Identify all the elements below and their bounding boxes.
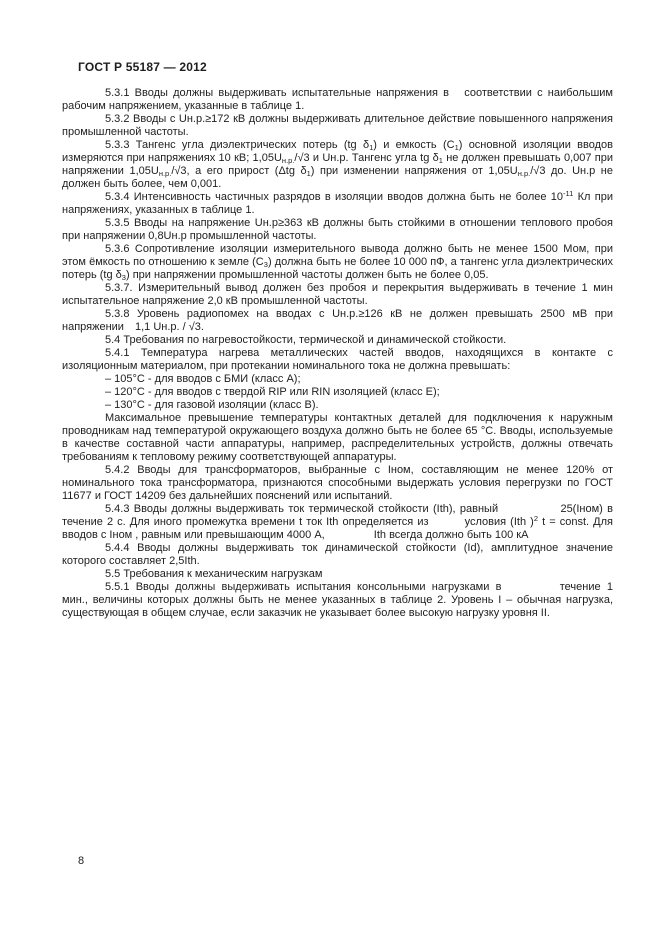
text-gap bbox=[502, 589, 554, 590]
page-number: 8 bbox=[78, 855, 85, 867]
text-run: условия (Ith ) bbox=[460, 516, 534, 528]
text-run: 5.5 Требования к механическим нагрузкам bbox=[105, 568, 323, 580]
paragraph bbox=[62, 87, 613, 113]
text-run: Ith всегда должно быть 100 кА bbox=[370, 529, 529, 541]
sup-text: -11 bbox=[563, 189, 574, 198]
sup-text: 2 bbox=[533, 514, 538, 523]
paragraph bbox=[62, 217, 613, 243]
text-run: – 130°С - для газовой изоляции (класс В). bbox=[105, 399, 319, 411]
sub-text: 1 bbox=[306, 169, 311, 178]
text-gap bbox=[124, 329, 132, 330]
text-gap bbox=[498, 511, 556, 512]
text-run: 5.3.6 Сопротивление изоляции измерительного вывода должно быть не менее 1500 Мом, при этом ёмкость по отношению к земле (С bbox=[62, 243, 613, 268]
sub-text: н.р. bbox=[158, 169, 172, 178]
sub-text: н.р. bbox=[281, 156, 295, 165]
text-run: 5.3.8 Уровень радиопомех на вводах с Uн.р.≥126 кВ не должен превышать 2500 мВ при напряжении bbox=[62, 308, 613, 333]
paragraph bbox=[62, 282, 613, 308]
text-run: 5.4.4 Вводы должны выдерживать ток динамической стойкости (Id), амплитудное значение которого составляет 2,5Ith. bbox=[62, 542, 613, 567]
paragraph bbox=[62, 113, 613, 139]
text-run: 5.3.3 Тангенс угла диэлектрических потерь (tg δ bbox=[105, 139, 370, 151]
text-run: 5.3.7. Измерительный вывод должен без пробоя и перекрытия выдерживать в течение 1 мин испытательное напряжение 2,0 кВ промышленной частоты. bbox=[62, 282, 613, 307]
text-run: Кл при напряжениях, указанных в таблице 1. bbox=[62, 191, 613, 216]
text-gap bbox=[449, 95, 459, 96]
text-run: 25(Iном) в течение 2 с. Для иного промежутка времени t ток Ith определяется из bbox=[62, 503, 613, 528]
text-run: 5.3.5 Вводы на напряжение Uн.р≥363 кВ должны быть стойкими в отношении теплового пробоя при напряжении 0,8Uн.р промышленной частоты. bbox=[62, 217, 613, 242]
text-run: – 105°С - для вводов с БМИ (класс А); bbox=[105, 373, 301, 385]
paragraph bbox=[62, 373, 613, 386]
text-run: – 120°С - для вводов с твердой RIP или RIN изоляцией (класс Е); bbox=[105, 386, 440, 398]
text-run: /√3 и U bbox=[294, 152, 331, 164]
text-run: Максимальное превышение температуры контактных деталей для подключения к наружным проводникам над температурой окружающего воздуха должно быть не более 65 °С. Вводы, используемые в качестве составной части аппаратуры, например, распределительных устройств, должны отвечать требованиям к тепловому режиму соответствующей аппаратуры. bbox=[62, 412, 613, 463]
paragraph bbox=[62, 334, 613, 347]
text-run: 5.4.2 Вводы для трансформаторов, выбранные с Iном, составляющим не менее 120% от номинального тока трансформатора, признаются способными выдержать условия перегрузки по ГОСТ 11677 и ГОСТ 14209 без дальнейших пояснений или испытаний. bbox=[62, 464, 613, 502]
paragraph bbox=[62, 139, 613, 191]
text-run: соответствии с наибольшим рабочим напряжением, указанные в таблице 1. bbox=[62, 87, 613, 112]
paragraph bbox=[62, 412, 613, 464]
paragraph bbox=[62, 568, 613, 581]
text-run: ) основной изоляции вводов измеряются при напряжениях 10 кВ; 1,05U bbox=[62, 139, 613, 164]
text-gap bbox=[325, 537, 371, 538]
sub-text: 1 bbox=[454, 143, 459, 152]
text-gap bbox=[429, 524, 461, 525]
document-body bbox=[62, 87, 613, 620]
paragraph bbox=[62, 464, 613, 503]
paragraph bbox=[62, 542, 613, 568]
text-run: ) при напряжении промышленной частоты должен быть не более 0,05. bbox=[125, 269, 489, 281]
text-run: t = const. Для вводов с Iном , равным или превышающим 4000 А, bbox=[62, 516, 613, 541]
text-run: не должен превышать 0,007 при напряжении 1,05U bbox=[62, 152, 613, 177]
text-run: /√3, а его прирост (Δtg δ bbox=[171, 165, 307, 177]
text-run: ) должна быть не более 10 000 пФ, а тангенс угла диэлектрических потерь (tg δ bbox=[62, 256, 613, 281]
text-run: 5.4 Требования по нагревостойкости, термической и динамической стойкости. bbox=[105, 334, 507, 346]
text-run: 5.3.4 Интенсивность частичных разрядов в изоляции вводов должна быть не более 10 bbox=[105, 191, 564, 203]
paragraph bbox=[62, 503, 613, 542]
paragraph bbox=[62, 347, 613, 373]
text-run: 5.4.3 Вводы должны выдерживать ток термической стойкости (Ith), равный bbox=[105, 503, 499, 515]
paragraph bbox=[62, 399, 613, 412]
sub-text: 1 bbox=[369, 143, 374, 152]
sub-text: 3 bbox=[263, 260, 268, 269]
text-run: н.р. Тангенс угла tg δ bbox=[330, 152, 439, 164]
text-run: 1,1 Uн.р. / √3. bbox=[131, 321, 204, 333]
text-run: ) и емкость (С bbox=[373, 139, 455, 151]
text-run: течение 1 мин., величины которых должны быть не менее указанных в таблице 2. Уровень I – обычная нагрузка, существующая в общем случае, если заказчик не указывает более высокую нагрузку уровня II. bbox=[62, 581, 613, 619]
text-run: /√3 до. Uн.р не должен быть более, чем 0,001. bbox=[62, 165, 613, 190]
sub-text: 1 bbox=[438, 156, 443, 165]
text-run: 5.4.1 Температура нагрева металлических частей вводов, находящихся в контакте с изоляционным материалом, при протекании номинального тока не должна превышать: bbox=[62, 347, 613, 372]
text-run: ) при изменении напряжения от 1,05U bbox=[310, 165, 518, 177]
text-run: 5.3.1 Вводы должны выдерживать испытательные напряжения в bbox=[105, 87, 450, 99]
text-run: 5.5.1 Вводы должны выдерживать испытания консольными нагрузками в bbox=[105, 581, 502, 593]
paragraph bbox=[62, 308, 613, 334]
paragraph bbox=[62, 386, 613, 399]
sub-text: н.р. bbox=[517, 169, 531, 178]
document-header: ГОСТ Р 55187 — 2012 bbox=[78, 60, 207, 74]
paragraph bbox=[62, 191, 613, 217]
paragraph bbox=[62, 581, 613, 620]
text-run: 5.3.2 Вводы с Uн.р.≥172 кВ должны выдерживать длительное действие повышенного напряжения промышленной частоты. bbox=[62, 113, 613, 138]
sub-text: 3 bbox=[121, 273, 126, 282]
paragraph bbox=[62, 243, 613, 282]
